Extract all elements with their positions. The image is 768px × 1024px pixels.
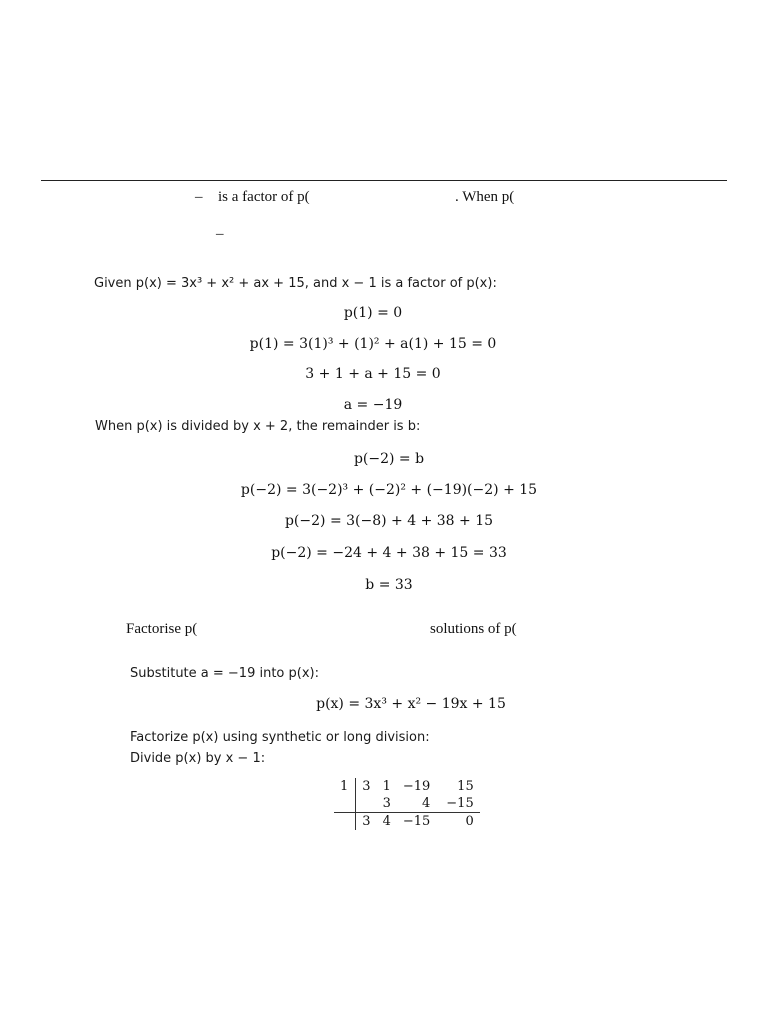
equation-p1-expanded: p(1) = 3(1)³ + (1)² + a(1) + 15 = 0 [249,336,497,352]
synthetic-cell: 4 [377,813,397,831]
synthetic-row-result [334,813,480,831]
synthetic-divisor-blank [334,813,356,831]
synthetic-cell: −19 [402,779,431,794]
equation-sum: 3 + 1 + a + 15 = 0 [305,366,441,382]
factorize-statement: Factorize p(x) using synthetic or long division: [130,730,430,745]
synthetic-cell: 0 [436,813,479,831]
equation-pminus2-result: p(−2) = −24 + 4 + 38 + 15 = 33 [271,545,507,561]
synthetic-division-table [334,778,480,830]
equation-pminus2-expanded: p(−2) = 3(−2)³ + (−2)² + (−19)(−2) + 15 [240,482,538,498]
given-statement: Given p(x) = 3x³ + x² + ax + 15, and x − 1 is a factor of p(x): [94,276,497,291]
equation-px-substituted: p(x) = 3x³ + x² − 19x + 15 [316,696,506,712]
divide-statement: Divide p(x) by x − 1: [130,751,266,766]
substitute-statement: Substitute a = −19 into p(x): [130,666,319,681]
synthetic-cell: 3 [362,779,371,794]
synthetic-cell: −15 [446,796,474,811]
question-dash-2: – [216,226,224,242]
question-is-factor-text: is a factor of p( [218,189,310,205]
synthetic-cell: 4 [422,796,431,811]
equation-b-value: b = 33 [365,577,413,593]
equation-a-value: a = −19 [343,397,403,413]
equation-p1-zero: p(1) = 0 [343,305,403,321]
synthetic-divisor: 1 [334,778,356,795]
synthetic-cell: −15 [397,813,436,831]
synthetic-cell: 3 [382,796,391,811]
synthetic-row-coefficients [334,778,480,795]
question-solutions-text: solutions of p( [430,621,517,637]
question-factorise-text: Factorise p( [126,621,198,637]
question-when-text: . When p( [455,189,515,205]
synthetic-row-products [334,795,480,813]
equation-pminus2-b: p(−2) = b [353,451,425,467]
synthetic-divisor-blank [334,795,356,813]
remainder-statement: When p(x) is divided by x + 2, the remainder is b: [95,419,421,434]
synthetic-cell: 15 [457,779,474,794]
synthetic-cell: 1 [382,779,391,794]
equation-pminus2-simplified: p(−2) = 3(−8) + 4 + 38 + 15 [284,513,494,529]
question-dash-1: – [195,189,203,205]
synthetic-cell: 3 [356,813,377,831]
section-divider [41,180,727,181]
synthetic-cell [356,795,377,813]
